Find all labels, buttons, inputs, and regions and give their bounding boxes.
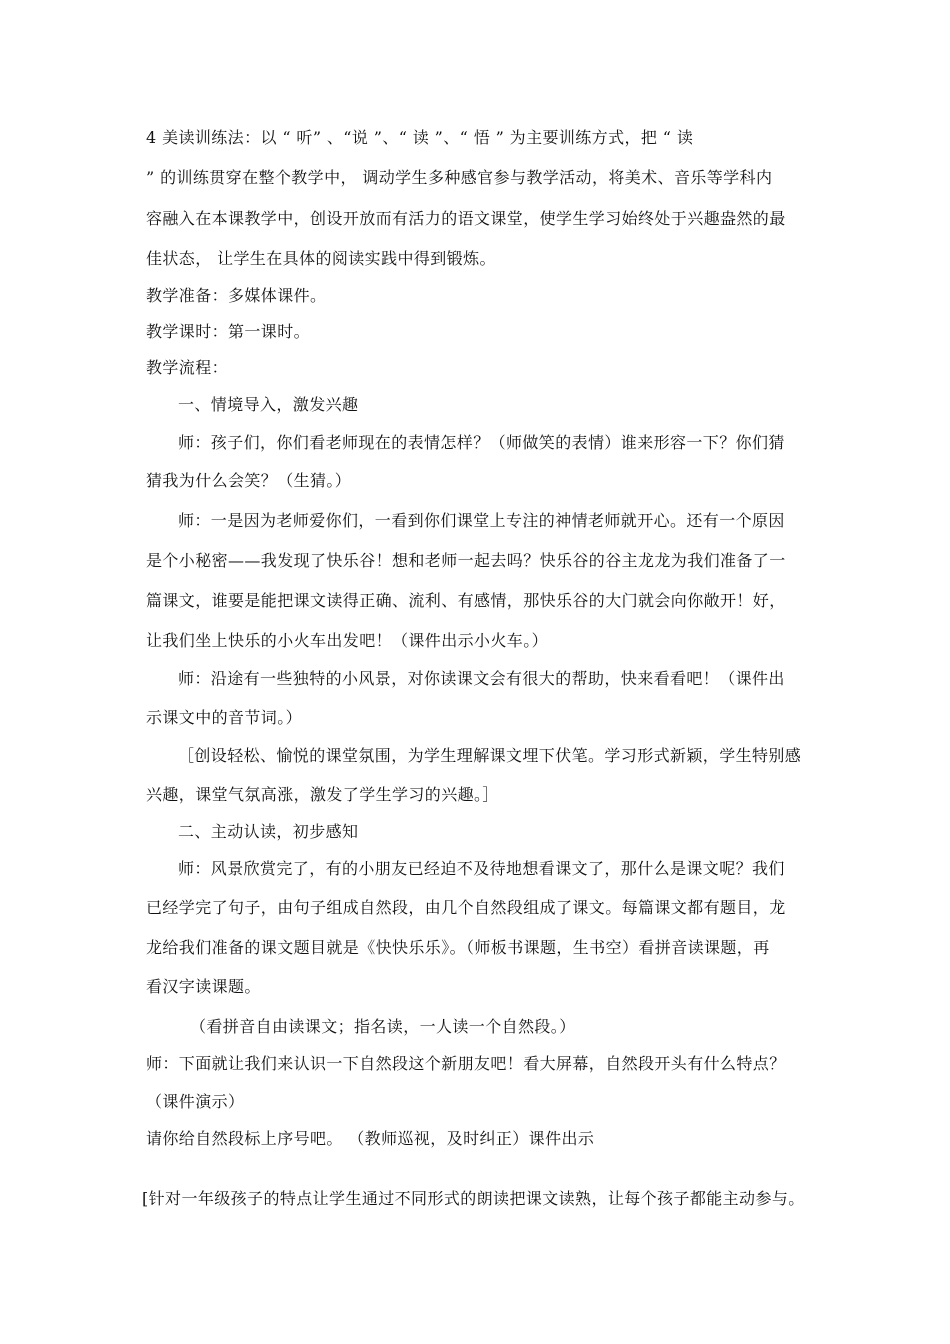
- section-label: 教学流程：: [146, 358, 229, 377]
- section-label: 教学课时：第一课时。: [146, 322, 311, 341]
- paragraph-line: 师：孩子们，你们看老师现在的表情怎样？（师做笑的表情）谁来形容一下？你们猜: [178, 433, 785, 452]
- annotation-line: 兴趣，课堂气氛高涨，激发了学生学习的兴趣。］: [146, 785, 499, 804]
- paragraph-line: 示课文中的音节词。）: [146, 708, 303, 727]
- paragraph-line: 容融入在本课教学中，创设开放而有活力的语文课堂，使学生学习始终处于兴趣盎然的最: [146, 209, 786, 228]
- annotation-line: [针对一年级孩子的特点让学生通过不同形式的朗读把课文读熟，让每个孩子都能主动参与。: [142, 1189, 805, 1208]
- paragraph-line: 4 美读训练法：以 “ 听” 、“说 ”、“ 读 ”、“ 悟 ” 为主要训练方式，把 “ 读: [146, 128, 694, 147]
- paragraph-line: 师：风景欣赏完了，有的小朋友已经迫不及待地想看课文了，那什么是课文呢？我们: [178, 859, 785, 878]
- paragraph-line: 师：下面就让我们来认识一下自然段这个新朋友吧！看大屏幕，自然段开头有什么特点？: [146, 1054, 786, 1073]
- paragraph-line: 佳状态， 让学生在具体的阅读实践中得到锻炼。: [146, 249, 496, 268]
- paragraph-line: 师：沿途有一些独特的小风景，对你读课文会有很大的帮助，快来看看吧！（课件出: [178, 669, 785, 688]
- paragraph-line: 请你给自然段标上序号吧。 （教师巡视，及时纠正）课件出示: [146, 1129, 595, 1148]
- paragraph-line: 龙给我们准备的课文题目就是《快快乐乐》。（师板书课题，生书空）看拼音读课题，再: [146, 938, 770, 957]
- paragraph-line: 篇课文，谁要是能把课文读得正确、流利、有感情，那快乐谷的大门就会向你敞开！好，: [146, 591, 786, 610]
- paragraph-line: 看汉字读课题。: [146, 977, 261, 996]
- paragraph-line: ” 的训练贯穿在整个教学中， 调动学生多种感官参与教学活动，将美术、音乐等学科内: [146, 168, 773, 187]
- section-heading: 二、主动认读，初步感知: [178, 822, 359, 841]
- paragraph-line: （课件演示）: [146, 1092, 245, 1111]
- paragraph-line: （看拼音自由读课文；指名读，一人读一个自然段。）: [190, 1017, 576, 1036]
- section-heading: 一、情境导入，激发兴趣: [178, 395, 359, 414]
- paragraph-line: 让我们坐上快乐的小火车出发吧！（课件出示小火车。）: [146, 631, 549, 650]
- annotation-line: ［创设轻松、愉悦的课堂氛围，为学生理解课文埋下伏笔。学习形式新颖，学生特别感: [178, 746, 802, 765]
- section-label: 教学准备：多媒体课件。: [146, 286, 327, 305]
- paragraph-line: 已经学完了句子，由句子组成自然段，由几个自然段组成了课文。每篇课文都有题目，龙: [146, 898, 786, 917]
- paragraph-line: 师：一是因为老师爱你们，一看到你们课堂上专注的神情老师就开心。还有一个原因: [178, 511, 785, 530]
- paragraph-line: 猜我为什么会笑？（生猜。）: [146, 471, 352, 490]
- paragraph-line: 是个小秘密——我发现了快乐谷！想和老师一起去吗？快乐谷的谷主龙龙为我们准备了一: [146, 551, 786, 570]
